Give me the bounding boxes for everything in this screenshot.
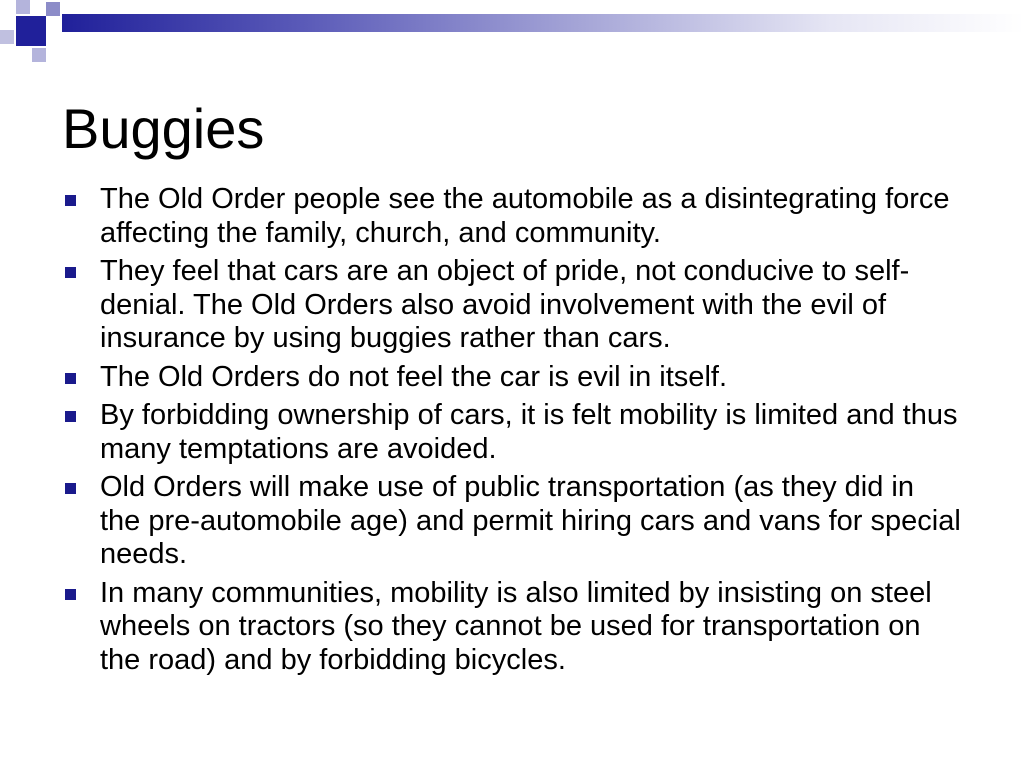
bullet-item: [62, 577, 962, 678]
bullet-item: [62, 183, 962, 250]
bullet-text: Old Orders will make use of public transportation (as they did in the pre-automobile age) and permit hiring cars and vans for special needs.: [100, 471, 961, 570]
square-bullet-icon: [65, 483, 76, 494]
square-bullet-icon: [65, 373, 76, 384]
deco-square-light: [16, 0, 30, 14]
deco-square-dark: [16, 16, 46, 46]
bullet-list: [62, 183, 962, 682]
bullet-item: [62, 471, 962, 572]
header-gradient-bar: [62, 14, 1024, 32]
square-bullet-icon: [65, 411, 76, 422]
bullet-item: [62, 399, 962, 466]
bullet-text: The Old Orders do not feel the car is evil in itself.: [100, 360, 727, 393]
deco-square-light: [0, 30, 14, 44]
bullet-text: In many communities, mobility is also limited by insisting on steel wheels on tractors (so they cannot be used for transportation on the road) and by forbidding bicycles.: [100, 576, 932, 676]
corner-decoration: [0, 0, 80, 64]
square-bullet-icon: [65, 267, 76, 278]
bullet-text: They feel that cars are an object of pride, not conducive to self-denial. The Old Orders also avoid involvement with the evil of insurance by using buggies rather than cars.: [100, 255, 910, 354]
bullet-text: By forbidding ownership of cars, it is felt mobility is limited and thus many temptations are avoided.: [100, 399, 958, 465]
bullet-item: [62, 255, 962, 356]
bullet-text: The Old Order people see the automobile as a disintegrating force affecting the family, church, and community.: [100, 183, 950, 249]
bullet-item: [62, 361, 962, 395]
slide-title: Buggies: [62, 97, 265, 160]
square-bullet-icon: [65, 589, 76, 600]
deco-square-mid: [46, 2, 60, 16]
deco-square-light: [32, 48, 46, 62]
square-bullet-icon: [65, 195, 76, 206]
